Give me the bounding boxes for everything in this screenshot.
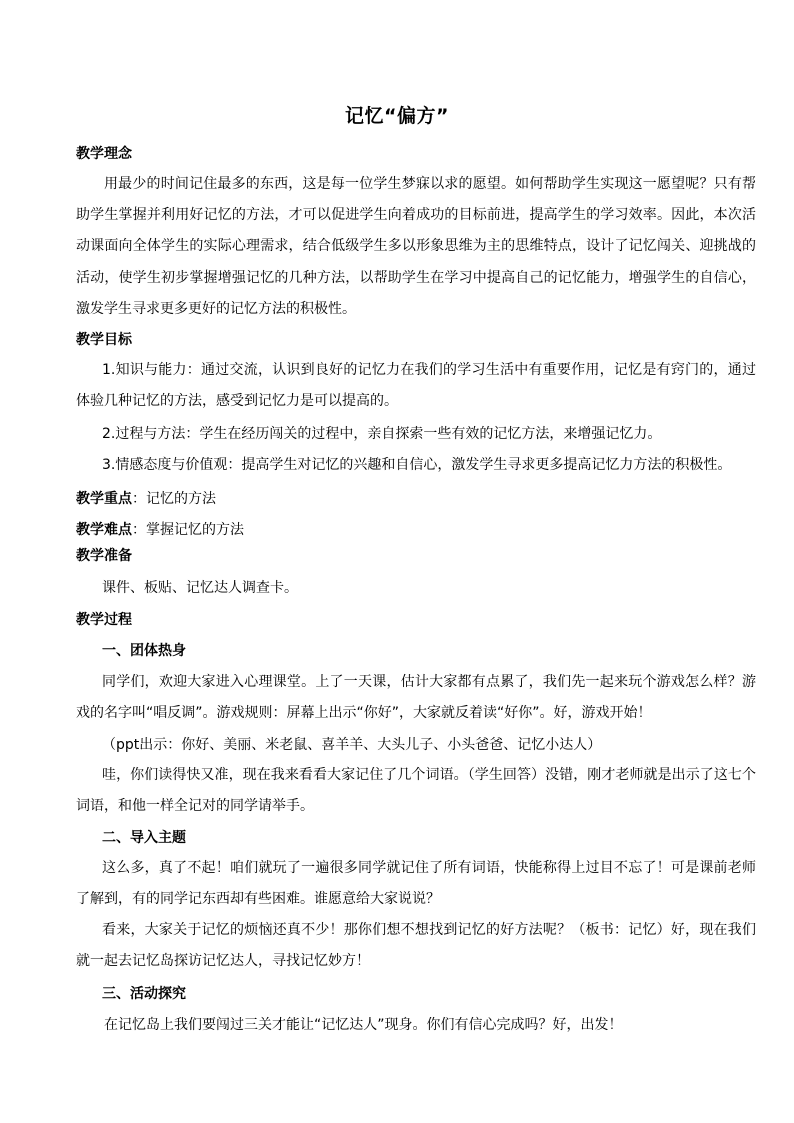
paragraph-goal-1: 1.知识与能力：通过交流，认识到良好的记忆力在我们的学习生活中有重要作用，记忆是有窍门的，通过体验几种记忆的方法，感受到记忆力是可以提高的。 xyxy=(76,362,756,410)
heading-part-1: 一、团体热身 xyxy=(102,643,186,659)
teaching-difficulty xyxy=(76,520,244,540)
teaching-difficulty-label: 教学难点 xyxy=(76,522,132,538)
paragraph-part-2-praise: 这么多，真了不起！咱们就玩了一遍很多同学就记住了所有词语，快能称得上过目不忘了！可是课前老师了解到，有的同学记东西却有些困难。谁愿意给大家说说？ xyxy=(76,860,756,908)
heading-teaching-prep: 教学准备 xyxy=(76,548,132,564)
paragraph-part-1-intro: 同学们，欢迎大家进入心理课堂。上了一天课，估计大家都有点累了，我们先一起来玩个游戏怎么样？游戏的名字叫“唱反调”。游戏规则：屏幕上出示“你好”，大家就反着读“好你”。好，游戏开始！ xyxy=(76,674,756,722)
teaching-key-text: ：记忆的方法 xyxy=(132,491,216,507)
heading-teaching-idea: 教学理念 xyxy=(76,146,132,162)
document-title: 记忆“偏方” xyxy=(345,105,449,127)
heading-part-2: 二、导入主题 xyxy=(102,830,186,846)
paragraph-goal-3: 3.情感态度与价值观：提高学生对记忆的兴趣和自信心，激发学生寻求更多提高记忆力方法的积极性。 xyxy=(102,457,732,473)
paragraph-part-2-method: 看来，大家关于记忆的烦恼还真不少！那你们想不想找到记忆的好方法呢？（板书：记忆）好，现在我们就一起去记忆岛探访记忆达人，寻找记忆妙方！ xyxy=(76,922,756,970)
paragraph-part-1-result: 哇，你们读得快又准，现在我来看看大家记住了几个词语。（学生回答）没错，刚才老师就是出示了这七个词语，和他一样全记对的同学请举手。 xyxy=(76,767,756,815)
paragraph-part-1-ppt: （ppt出示：你好、美丽、米老鼠、喜羊羊、大头儿子、小头爸爸、记忆小达人） xyxy=(102,737,602,753)
teaching-difficulty-text: ：掌握记忆的方法 xyxy=(132,522,244,538)
teaching-key-label: 教学重点 xyxy=(76,491,132,507)
heading-teaching-process: 教学过程 xyxy=(76,612,132,628)
paragraph-teaching-idea: 用最少的时间记住最多的东西，这是每一位学生梦寐以求的愿望。如何帮助学生实现这一愿望呢？只有帮助学生掌握并利用好记忆的方法，才可以促进学生向着成功的目标前进，提高学生的学习效率。因此，本次活动课面向全体学生的实际心理需求，结合低级学生多以形象思维为主的思维特点，设计了记忆闯关、迎挑战的活动，使学生初步掌握增强记忆的几种方法，以帮助学生在学习中提高自己的记忆能力，增强学生的自信心，激发学生寻求更多更好的记忆方法的积极性。 xyxy=(76,176,756,317)
paragraph-goal-2: 2.过程与方法：学生在经历闯关的过程中，亲自探索一些有效的记忆方法，来增强记忆力。 xyxy=(102,426,662,442)
paragraph-part-3-intro: 在记忆岛上我们要闯过三关才能让“记忆达人”现身。你们有信心完成吗？好，出发！ xyxy=(104,1017,623,1033)
teaching-key-point xyxy=(76,489,216,509)
heading-part-3: 三、活动探究 xyxy=(102,986,186,1002)
heading-teaching-goals: 教学目标 xyxy=(76,332,132,348)
paragraph-teaching-prep: 课件、板贴、记忆达人调查卡。 xyxy=(102,580,298,596)
